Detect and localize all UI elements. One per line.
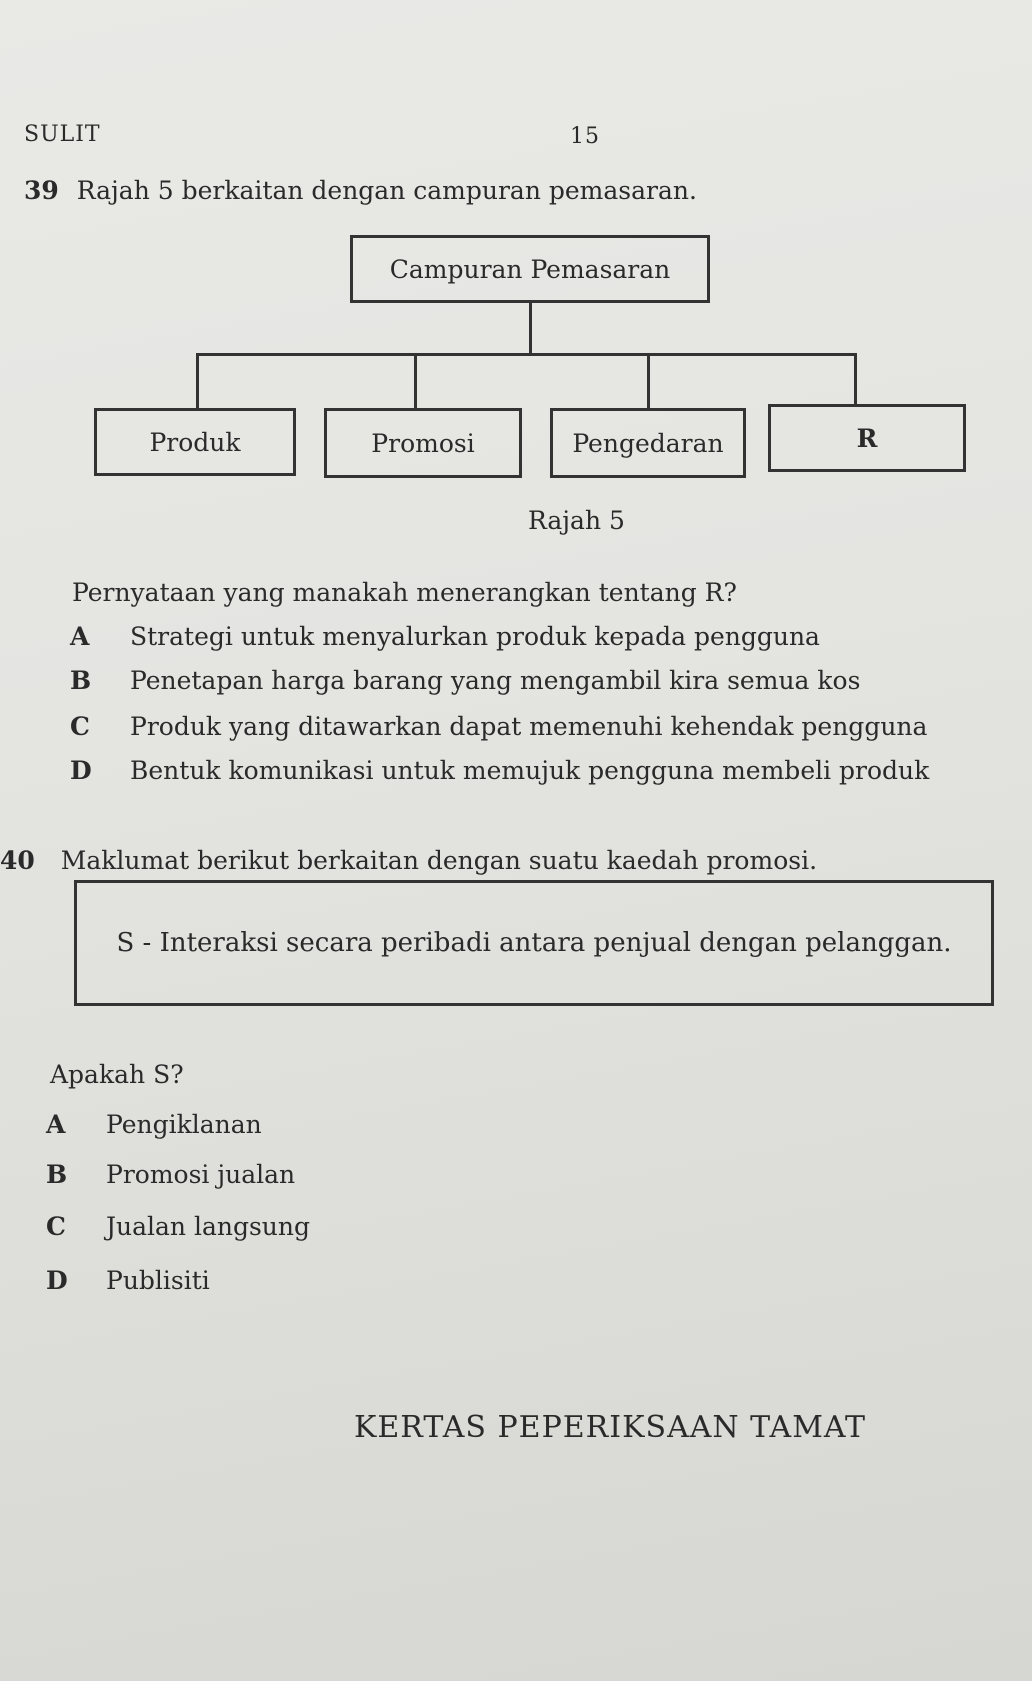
q40-option-letter: C [46, 1212, 66, 1241]
q40-stem-text: Maklumat berikut berkaitan dengan suatu kaedah promosi. [60, 846, 818, 875]
q39-option-letter: D [70, 756, 92, 785]
diagram-horizontal-connector [196, 353, 857, 356]
diagram-connector-4 [854, 353, 857, 405]
q39-option-text: Strategi untuk menyalurkan produk kepada pengguna [130, 622, 820, 651]
header-label: SULIT [24, 122, 101, 147]
q40-statement-text: S - Interaksi secara peribadi antara penjual dengan pelanggan. [116, 928, 952, 958]
q39-stem [24, 176, 697, 205]
q40-stem [0, 846, 817, 875]
q40-option-c [46, 1212, 310, 1241]
q39-option-a [70, 622, 820, 651]
q40-option-b [46, 1160, 295, 1189]
diagram-child-box-1 [94, 408, 296, 476]
q39-option-text: Produk yang ditawarkan dapat memenuhi kehendak pengguna [130, 712, 928, 741]
q39-option-c [70, 712, 927, 741]
q40-option-text: Pengiklanan [106, 1110, 262, 1139]
diagram-connector-3 [647, 353, 650, 409]
q39-option-d [70, 756, 929, 785]
exam-end-footer: KERTAS PEPERIKSAAN TAMAT [354, 1410, 866, 1445]
q40-option-d [46, 1266, 210, 1295]
diagram-root-label: Campuran Pemasaran [389, 254, 671, 284]
q39-option-letter: B [70, 666, 92, 695]
q40-option-text: Promosi jualan [106, 1160, 296, 1189]
q40-option-letter: A [46, 1110, 66, 1139]
q40-option-letter: B [46, 1160, 68, 1189]
q39-option-text: Bentuk komunikasi untuk memujuk pengguna membeli produk [130, 756, 930, 785]
q39-option-text: Penetapan harga barang yang mengambil kira semua kos [130, 666, 861, 695]
q40-option-letter: D [46, 1266, 68, 1295]
diagram-caption: Rajah 5 [528, 506, 625, 535]
q39-question: Pernyataan yang manakah menerangkan tentang R? [72, 578, 737, 607]
q39-number: 39 [24, 176, 59, 205]
diagram-connector-2 [414, 353, 417, 409]
q39-option-letter: C [70, 712, 90, 741]
q39-stem-text: Rajah 5 berkaitan dengan campuran pemasaran. [76, 176, 697, 205]
page-number: 15 [570, 124, 600, 149]
q39-option-letter: A [70, 622, 90, 651]
q39-option-b [70, 666, 860, 695]
diagram-child-box-2 [324, 408, 522, 478]
q40-question: Apakah S? [50, 1060, 184, 1089]
q40-option-text: Publisiti [106, 1266, 210, 1295]
diagram-child-label-3: Pengedaran [572, 428, 724, 458]
q40-option-text: Jualan langsung [106, 1212, 311, 1241]
q40-option-a [46, 1110, 262, 1139]
diagram-root-box [350, 235, 710, 303]
diagram-root-connector [529, 303, 532, 355]
diagram-connector-1 [196, 353, 199, 409]
diagram-child-label-4: R [856, 423, 878, 453]
q40-number: 40 [0, 846, 35, 875]
diagram-child-box-3 [550, 408, 746, 478]
diagram-child-box-4 [768, 404, 966, 472]
diagram-child-label-2: Promosi [371, 428, 475, 458]
q40-statement-box [74, 880, 994, 1006]
diagram-child-label-1: Produk [149, 427, 241, 457]
